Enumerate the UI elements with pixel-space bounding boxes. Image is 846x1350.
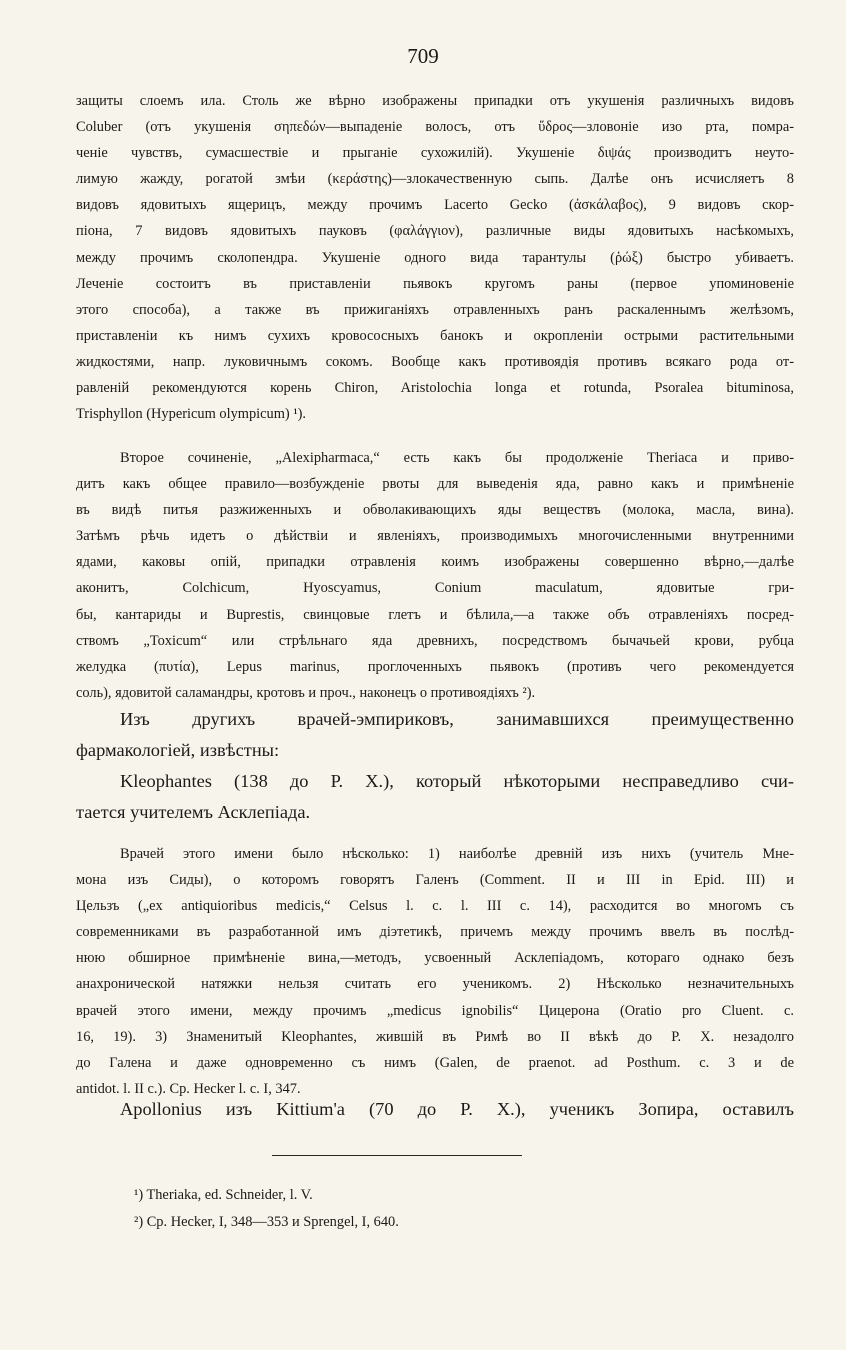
footnote-1: ¹) Theriaka, ed. Schneider, l. V.: [134, 1187, 313, 1203]
text-line: дитъ какъ общее правило—возбужденіе рвоты для выведенія яда, равно какъ и примѣненіе: [76, 476, 794, 493]
text-line: жидкостями, напр. луковичнымъ сокомъ. Вообще какъ противоядія противъ всякаго рода от-: [76, 353, 794, 370]
footnote-divider: [272, 1155, 522, 1156]
text-line: Kleophantes (138 до Р. X.), который нѣкоторыми несправедливо счи-: [120, 771, 794, 791]
text-line: Trisphyllon (Hypericum olympicum) ¹).: [76, 406, 307, 423]
text-line: Затѣмъ рѣчь идетъ о дѣйствіи и явленіяхъ, производимыхъ многочисленными внутренними: [76, 528, 794, 545]
footnote-2: ²) Ср. Hecker, I, 348—353 и Sprengel, I, 640.: [134, 1214, 399, 1230]
text-line: желудка (πυτία), Lepus marinus, проглоченныхъ пьявокъ (противъ чего рекомендуется: [76, 658, 794, 675]
text-line: равленій рекомендуются корень Chiron, Aristolochia longa et rotunda, Psoralea bituminosa,: [76, 380, 794, 397]
text-line: нюю обширное примѣненіе вина,—методъ, усвоенный Асклепіадомъ, котораго однако безъ: [76, 950, 794, 967]
footnotes: [134, 1182, 794, 1236]
paragraph-alexipharmaca: [76, 445, 794, 706]
page-number: 709: [407, 44, 439, 68]
text-line: Врачей этого имени было нѣсколько: 1) наиболѣе древній изъ нихъ (учитель Мне-: [120, 846, 794, 862]
text-line: видовъ ядовитыхъ ящерицъ, между прочимъ Lacerto Gecko (ἀσκάλαβος), 9 видовъ скор-: [76, 197, 794, 214]
text-line: этого способа), а также въ прижиганіяхъ отравленныхъ ранъ раскаленнымъ желѣзомъ,: [76, 301, 794, 318]
text-line: тается учителемъ Асклепіада.: [76, 802, 311, 822]
text-line: 16, 19). 3) Знаменитый Kleophantes, жившій въ Римѣ во II вѣкѣ до Р. X. незадолго: [76, 1028, 794, 1045]
text-line: Coluber (отъ укушенія σηπεδών—выпаденіе волосъ, отъ ὕδρος—зловоніе изо рта, помра-: [76, 119, 794, 136]
text-line: въ видѣ питья разжиженныхъ и обволакивающихъ яды веществъ (молока, масла, вина).: [76, 502, 794, 519]
text-line: приставленіи къ нимъ сухихъ кровососныхъ банокъ и окропленіи острыми растительными: [76, 327, 794, 344]
text-line: Цельзъ („ex antiquioribus medicis,“ Celsus l. c. l. III c. 14), расходится во многомъ съ: [76, 898, 794, 915]
text-line: лимую жажду, рогатой змѣи (κεράστης)—злокачественную сыпь. Далѣе онъ исчисляетъ 8: [76, 171, 794, 188]
text-line: между прочимъ сколопендра. Укушеніе одного вида тарантулы (ῥώξ) быстро убиваетъ.: [76, 249, 794, 266]
text-line: современниками въ разработанной имъ діэтетикѣ, причемъ между прочимъ ввелъ въ послѣд-: [76, 924, 794, 941]
paragraph-kleophantes-note: [76, 841, 794, 1102]
text-line: піона, 7 видовъ ядовитыхъ пауковъ (φαλάγγιον), различные виды ядовитыхъ насѣкомыхъ,: [76, 223, 794, 240]
text-line: фармакологіей, извѣстны:: [76, 740, 280, 760]
text-line: ченіе чувствъ, сумасшествіе и прыганіе сухожилій). Укушеніе διψάς производитъ неуто-: [76, 145, 794, 162]
text-line: Apollonius изъ Kittium'a (70 до Р. X.), ученикъ Зопира, оставилъ: [120, 1099, 794, 1119]
text-line: соль), ядовитой саламандры, кротовъ и проч., наконецъ о противоядіяхъ ²).: [76, 684, 536, 701]
paragraph-empirics: [76, 704, 794, 828]
text-line: ядами, каковы опій, припадки отравленія коимъ изображены совершенно вѣрно,—далѣе: [76, 554, 794, 571]
text-line: бы, кантариды и Buprestis, свинцовые глетъ и бѣлила,—а также объ отравленіяхъ посред-: [76, 606, 794, 623]
text-line: аконитъ, Colchicum, Hyoscyamus, Conium maculatum, ядовитые гри-: [76, 580, 794, 597]
text-line: до Галена и даже одновременно съ нимъ (Galen, de praenot. ad Posthum. c. 3 и de: [76, 1054, 794, 1071]
text-line: Леченіе состоитъ въ приставленіи пьявокъ кругомъ раны (первое упоминовеніе: [76, 275, 794, 292]
text-line: мона изъ Сиды), о которомъ говорятъ Галенъ (Comment. II и III in Epid. III) и: [76, 872, 794, 889]
paragraph-apollonius: [76, 1094, 794, 1125]
text-line: защиты слоемъ ила. Столь же вѣрно изображены припадки отъ укушенія различныхъ видовъ: [76, 93, 794, 109]
text-line: Второе сочиненіе, „Alexipharmaca,“ есть какъ бы продолженіе Theriaca и приво-: [120, 450, 794, 466]
text-line: анахронической натяжки нельзя считать его ученикомъ. 2) Нѣсколько незначительныхъ: [76, 976, 794, 993]
text-line: Изъ другихъ врачей-эмпириковъ, занимавшихся преимущественно: [120, 709, 794, 729]
paragraph-theriaca: [76, 88, 794, 427]
text-line: ствомъ „Toxicum“ или стрѣльнаго яда древнихъ, посредствомъ бычачьей крови, рубца: [76, 632, 794, 649]
text-line: antidot. l. II c.). Ср. Hecker l. c. I, 347.: [76, 1080, 301, 1097]
text-line: врачей этого имени, между прочимъ „medicus ignobilis“ Цицерона (Oratio pro Cluent. c.: [76, 1002, 794, 1019]
